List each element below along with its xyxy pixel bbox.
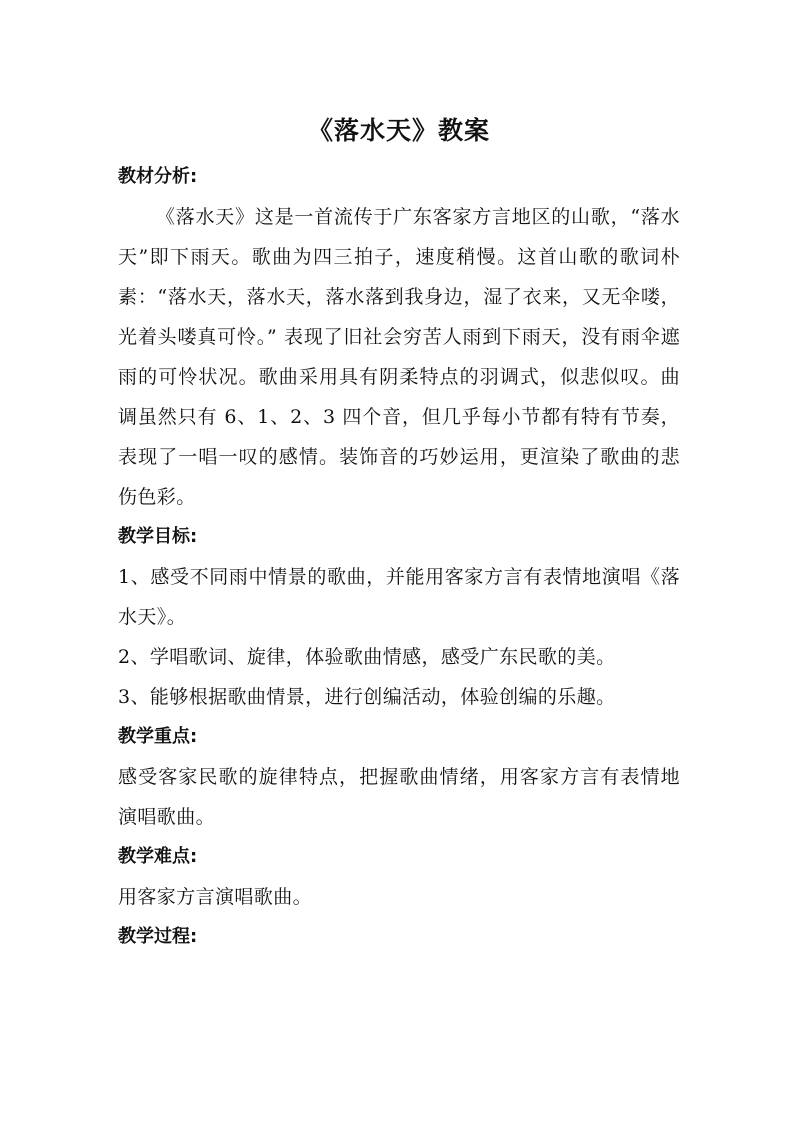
goal-item-3: 3、能够根据歌曲情景，进行创编活动，体验创编的乐趣。	[118, 686, 616, 708]
analysis-paragraph: 《落水天》这是一首流传于广东客家方言地区的山歌，“落水天”即下雨天。歌曲为四三拍子，速度稍慢。这首山歌的歌词朴素：“落水天，落水天，落水落到我身边，湿了衣来，又无伞喽，光着头喽真可怜。” 表现了旧社会穷苦人雨到下雨天，没有雨伞遮雨的可怜状况。歌曲采用具有阴柔特点的羽调式，似悲似叹。曲调虽然只有 6、1、2、3 四个音，但几乎每小节都有特有节奏，表现了一唱一叹的感情。装饰音的巧妙运用，更渲染了歌曲的悲伤色彩。	[118, 206, 680, 508]
document-title: 《落水天》教案	[307, 116, 490, 145]
difficulties-paragraph: 用客家方言演唱歌曲。	[118, 886, 313, 908]
key-points-heading: 教学重点:	[118, 726, 198, 747]
goals-heading: 教学目标:	[118, 526, 198, 547]
document-content	[118, 105, 680, 957]
goal-item-1: 1、感受不同雨中情景的歌曲，并能用客家方言有表情地演唱《落水天》。	[118, 566, 680, 628]
analysis-heading: 教材分析:	[118, 166, 198, 187]
key-points-paragraph: 感受客家民歌的旋律特点，把握歌曲情绪，用客家方言有表情地演唱歌曲。	[118, 766, 680, 828]
difficulties-heading: 教学难点:	[118, 846, 198, 867]
goal-item-2: 2、学唱歌词、旋律，体验歌曲情感，感受广东民歌的美。	[118, 646, 616, 668]
process-heading: 教学过程:	[118, 926, 198, 947]
